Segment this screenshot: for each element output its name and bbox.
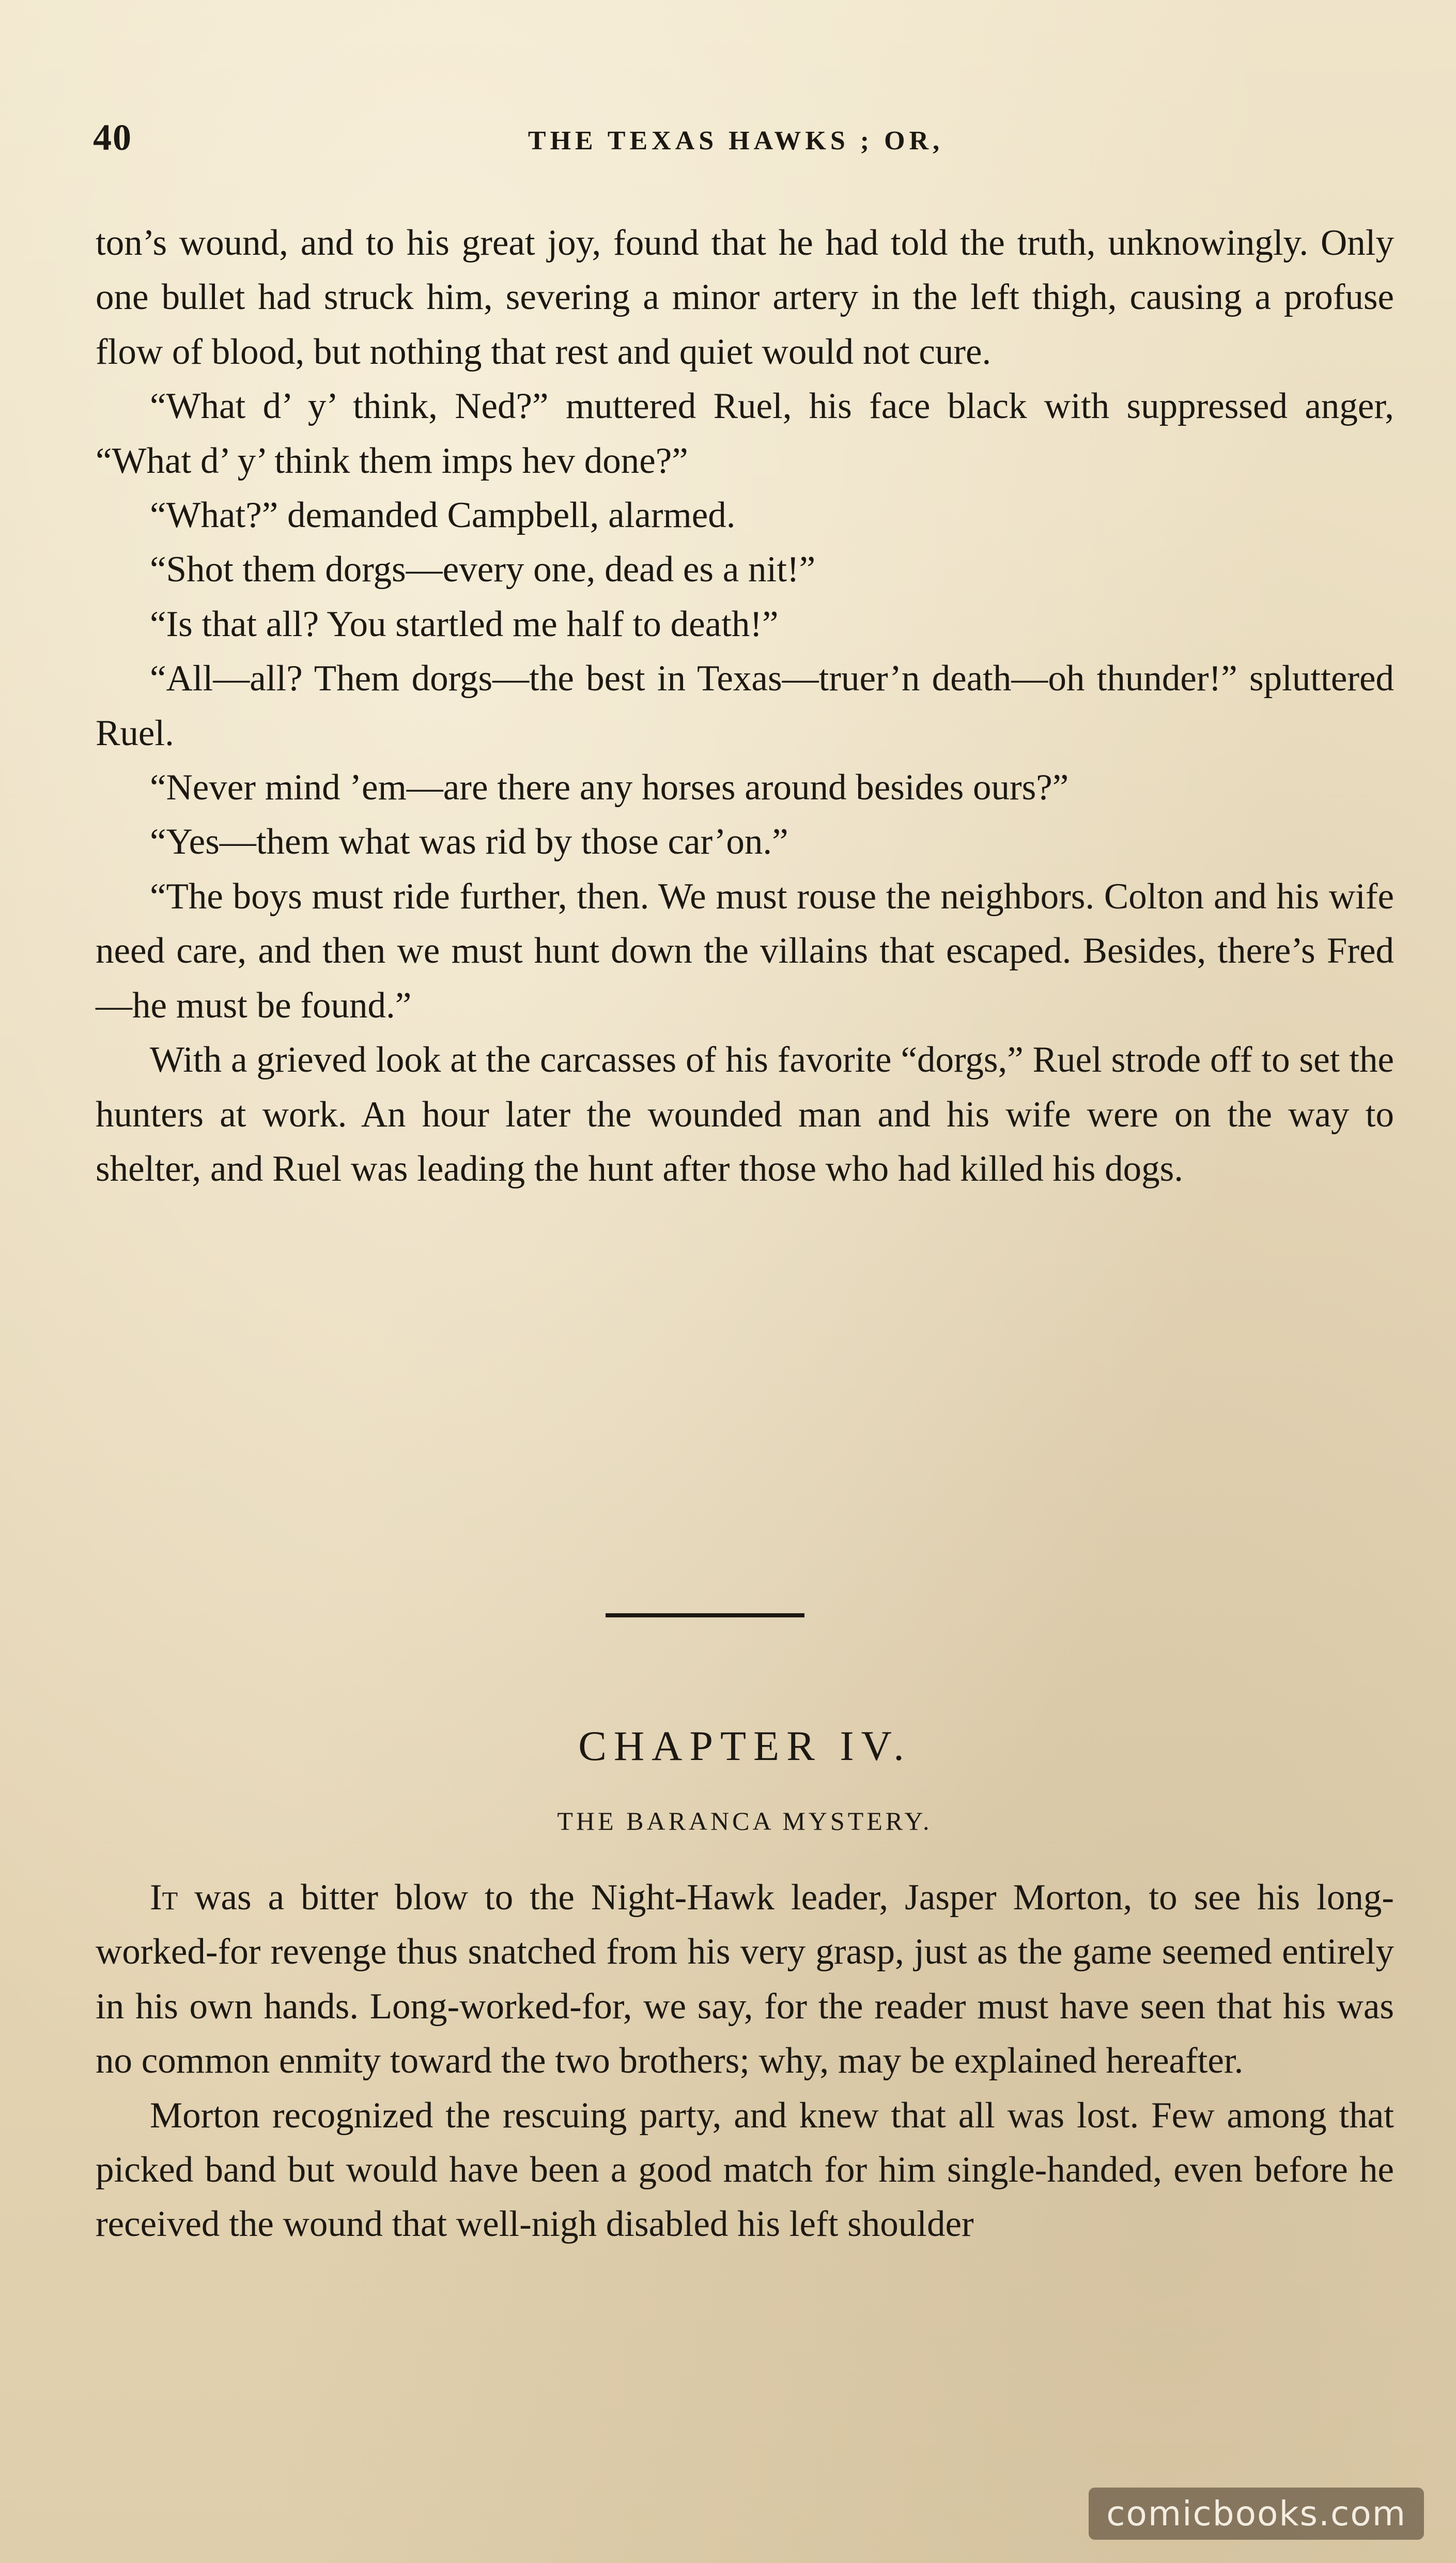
opening-text: was a bitter blow to the Night-Hawk leader, Jasper Morton, to see his long-worked-for revenge thus snatched from his very grasp, just as the game seemed entirely in his own hands. Long-worked-for, we say, for the reader must have seen that his was no common enmity toward the two brothers; why, may be explained hereafter. (96, 1877, 1394, 2081)
paragraph: With a grieved look at the carcasses of his favorite “dorgs,” Ruel strode off to set the hunters at work. An hour later the wounded man and his wife were on the way to shelter, and Ruel was leading the hunt after those who had killed his dogs. (96, 1040, 1394, 1189)
site-watermark: comicbooks.com (1089, 2488, 1424, 2540)
chapter-title: CHAPTER IV. (578, 1722, 911, 1769)
page-header (93, 106, 1378, 173)
opening-word: It (150, 1877, 178, 1918)
paragraph: “Is that all? You startled me half to death!” (150, 604, 779, 644)
running-title: THE TEXAS HAWKS ; OR, (528, 126, 944, 156)
body-text (96, 216, 1394, 1196)
chapter-subtitle: THE BARANCA MYSTERY. (557, 1807, 933, 1835)
paragraph: “The boys must ride further, then. We must rouse the neighbors. Colton and his wife need care, and then we must hunt down the villains that escaped. Besides, there’s Fred—he must be found.” (96, 876, 1394, 1026)
paragraph: Morton recognized the rescuing party, and knew that all was lost. Few among that picked band but would have been a good match for him single-handed, even before he received the wound that well-nigh disabled his left shoulder (96, 2095, 1394, 2245)
paragraph: “Never mind ’em—are there any horses around besides ours?” (150, 767, 1069, 808)
paragraph: “All—all? Them dorgs—the best in Texas—truer’n death—oh thunder!” spluttered Ruel. (96, 658, 1394, 753)
chapter-body-text (96, 1871, 1394, 2252)
paragraph: “What?” demanded Campbell, alarmed. (150, 495, 736, 536)
paragraph: “Shot them dorgs—every one, dead es a nit!” (150, 549, 816, 590)
paragraph (96, 1871, 1394, 2089)
section-divider (606, 1613, 804, 1617)
paragraph: “Yes—them what was rid by those car’on.” (150, 822, 788, 862)
paragraph: “What d’ y’ think, Ned?” muttered Ruel, his face black with suppressed anger, “What d’ y’ think them imps hev done?” (96, 386, 1394, 481)
paragraph: ton’s wound, and to his great joy, found that he had told the truth, unknowingly. Only one bullet had struck him, severing a minor artery in the left thigh, causing a profuse flow of blood, but nothing that rest and quiet would not cure. (96, 223, 1394, 372)
page-number: 40 (93, 117, 132, 158)
